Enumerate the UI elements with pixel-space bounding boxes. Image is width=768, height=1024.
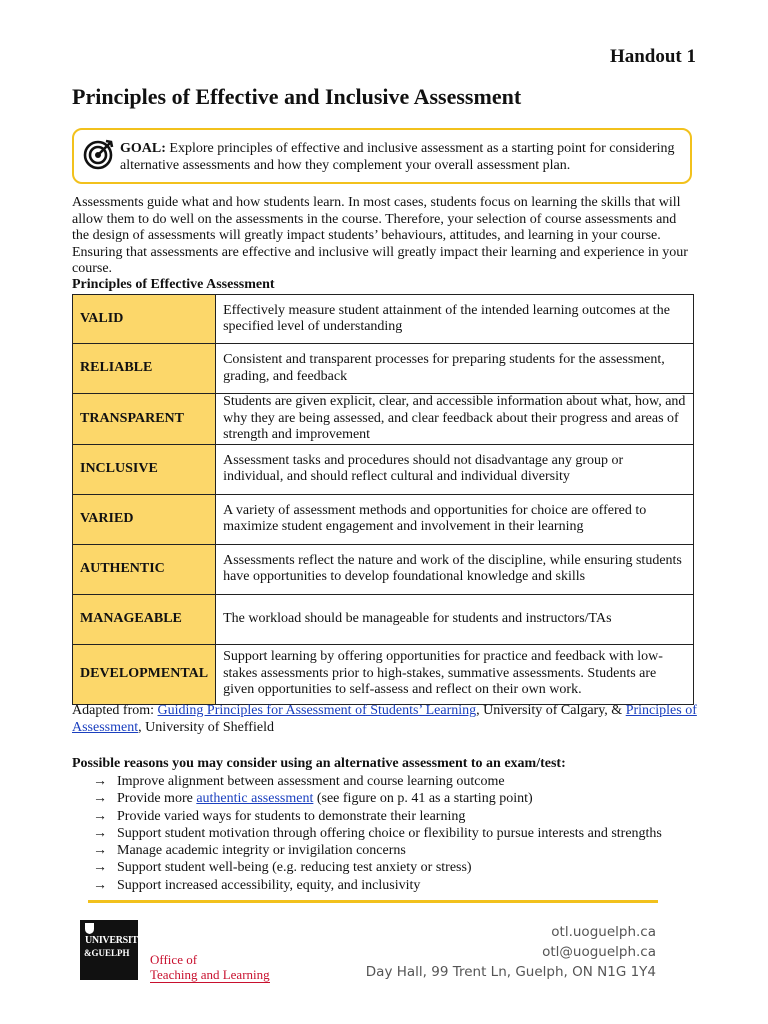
table-row [73,295,694,344]
list-item [93,877,662,894]
arrow-icon: → [93,808,107,824]
reason-text: Manage academic integrity or invigilation concerns [117,843,406,859]
principle-term: VALID [73,295,216,344]
table-row [73,594,694,644]
reason-text: (see figure on p. 41 as a starting point) [313,791,533,807]
page-title: Principles of Effective and Inclusive Assessment [72,84,522,109]
principle-description: A variety of assessment methods and opportunities for choice are offered to maximize student engagement and involvement in their learning [216,494,694,544]
reasons-heading: Possible reasons you may consider using an alternative assessment to an exam/test: [72,756,566,771]
principle-term: TRANSPARENT [73,394,216,445]
list-item [93,825,662,842]
principle-term: MANAGEABLE [73,594,216,644]
arrow-icon: → [93,860,107,876]
principle-description: Students are given explicit, clear, and accessible information about what, how, and why they are being assessed, and clear feedback about their progress and areas of strength and improvement [216,394,694,445]
list-item [93,790,662,807]
list-item [93,842,662,859]
reason-text: Provide more [117,791,197,807]
principles-heading: Principles of Effective Assessment [72,277,275,292]
address-text: Day Hall, 99 Trent Ln, Guelph, ON N1G 1Y4 [365,964,656,980]
attribution-mid: , University of Calgary, & [476,703,626,718]
target-icon [82,137,116,171]
list-item [93,808,662,825]
table-row [73,544,694,594]
sheffield-principles-link[interactable]: Principles of Assessment [72,703,697,735]
principle-term: DEVELOPMENTAL [73,644,216,704]
principle-description: The workload should be manageable for students and instructors/TAs [216,594,694,644]
goal-box [72,128,692,184]
principle-description: Assessment tasks and procedures should not disadvantage any group or individual, and should reflect cultural and individual diversity [216,444,694,494]
footer-divider [88,900,658,903]
principle-term: INCLUSIVE [73,444,216,494]
handout-label: Handout 1 [609,46,696,67]
principle-term: VARIED [73,494,216,544]
list-item [93,859,662,876]
table-row [73,344,694,394]
university-logo [80,920,145,980]
source-attribution [72,703,697,736]
principle-term: RELIABLE [73,344,216,394]
arrow-icon: → [93,774,107,789]
arrow-icon: → [93,877,107,893]
calgary-guide-link[interactable]: Guiding Principles for Assessment of Students’ Learning [157,703,477,718]
authentic-assessment-link[interactable]: authentic assessment [196,791,314,807]
principle-description: Assessments reflect the nature and work of the discipline, while ensuring students have opportunities to develop foundational knowledge and skills [216,544,694,594]
reason-text: Support student motivation through offering choice or flexibility to pursue interests and strengths [117,825,662,841]
reason-text: Provide varied ways for students to demonstrate their learning [117,808,466,824]
logo-line-2: &GUELPH [84,948,130,958]
office-name [150,952,270,982]
reason-text: Support increased accessibility, equity, and inclusivity [117,877,421,893]
principle-description: Effectively measure student attainment of the intended learning outcomes at the specified level of understanding [216,295,694,344]
table-row [73,444,694,494]
arrow-icon: → [93,791,107,807]
arrow-icon: → [93,825,107,841]
goal-description: Explore principles of effective and inclusive assessment as a starting point for considering alternative assessments and how they complement your overall assessment plan. [120,141,675,173]
principle-description: Consistent and transparent processes for preparing students for the assessment, grading, and feedback [216,344,694,394]
logo-line-1: UNIVERSITY [85,935,145,946]
attribution-prefix: Adapted from: [72,703,158,718]
table-row [73,644,694,704]
contact-block [366,922,656,982]
office-line-1: Office of [150,952,198,967]
arrow-icon: → [93,843,107,859]
table-row [73,394,694,445]
attribution-suffix: , University of Sheffield [138,719,274,735]
goal-text [120,140,682,174]
principle-term: AUTHENTIC [73,544,216,594]
principles-table [72,294,694,705]
email-text[interactable]: otl@uoguelph.ca [542,944,656,960]
reason-text: Support student well-being (e.g. reducing test anxiety or stress) [117,860,472,876]
reasons-list [93,773,662,894]
intro-paragraph: Assessments guide what and how students learn. In most cases, students focus on learning the skills that will allow them to do well on the assessments in the course. Therefore, your selection of course assessments and the design of assessments will greatly impact students’ behaviours, attitudes, and learning in your course. Ensuring that assessments are effective and inclusive will greatly impact their learning and experience in your course. [72,195,688,276]
goal-label: GOAL: [120,141,166,156]
list-item [93,773,662,790]
crest-icon [85,923,94,934]
office-line-2: Teaching and Learning [150,967,270,982]
table-row [73,494,694,544]
reason-text: Improve alignment between assessment and course learning outcome [117,774,505,789]
website-text[interactable]: otl.uoguelph.ca [551,924,656,940]
principle-description: Support learning by offering opportunities for practice and feedback with low-stakes assessments prior to high-stakes, summative assessments. Students are given opportunities to self-assess and reflect on their own work. [216,644,694,704]
